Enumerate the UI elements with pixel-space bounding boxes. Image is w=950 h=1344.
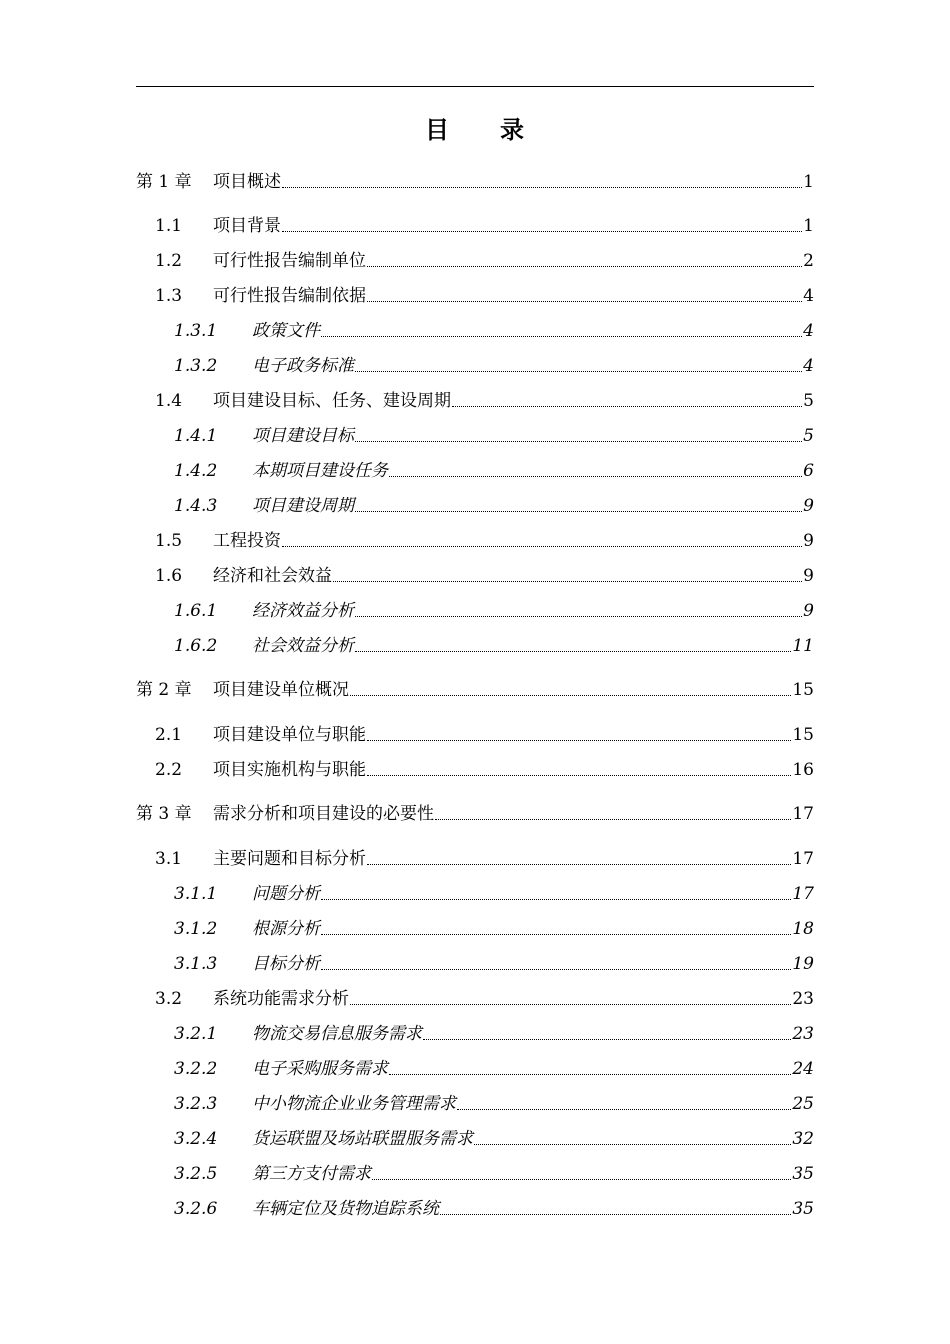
toc-entry-number: 3.1 bbox=[155, 849, 183, 869]
toc-entry-number: 1.5 bbox=[155, 531, 183, 551]
dot-leader bbox=[333, 581, 802, 582]
toc-entry[interactable] bbox=[174, 1019, 814, 1045]
toc-entry[interactable] bbox=[174, 1054, 814, 1080]
toc-entry[interactable] bbox=[155, 720, 814, 746]
dot-leader bbox=[367, 864, 791, 865]
toc-entry-number: 2.2 bbox=[155, 760, 183, 780]
dot-leader bbox=[350, 695, 791, 696]
toc-entry-number: 第 2 章 bbox=[136, 680, 192, 700]
dot-leader bbox=[367, 775, 791, 776]
toc-entry-page: 15 bbox=[792, 725, 814, 745]
dot-leader bbox=[355, 651, 791, 652]
dot-leader bbox=[367, 266, 802, 267]
toc-entry-number: 1.4.1 bbox=[174, 426, 218, 446]
toc-entry-page: 1 bbox=[803, 216, 814, 236]
toc-entry[interactable] bbox=[155, 984, 814, 1010]
toc-entry-number: 1.4.3 bbox=[174, 496, 218, 516]
toc-entry[interactable] bbox=[174, 1159, 814, 1185]
toc-entry-page: 4 bbox=[803, 286, 814, 306]
toc-entry[interactable] bbox=[174, 949, 814, 975]
toc-entry[interactable] bbox=[174, 351, 814, 377]
toc-entry-page: 4 bbox=[803, 321, 814, 341]
toc-entry-number: 1.3.1 bbox=[174, 321, 218, 341]
toc-entry[interactable] bbox=[174, 316, 814, 342]
toc-entry-title: 问题分析 bbox=[252, 884, 320, 904]
toc-entry[interactable] bbox=[155, 281, 814, 307]
toc-entry-title: 可行性报告编制单位 bbox=[213, 251, 366, 271]
toc-entry-number: 3.1.2 bbox=[174, 919, 218, 939]
toc-entry[interactable] bbox=[136, 675, 814, 701]
toc-entry-page: 19 bbox=[792, 954, 814, 974]
toc-entry-title: 主要问题和目标分析 bbox=[213, 849, 366, 869]
dot-leader bbox=[435, 819, 791, 820]
toc-entry-title: 系统功能需求分析 bbox=[213, 989, 349, 1009]
toc-entry-page: 25 bbox=[792, 1094, 814, 1114]
dot-leader bbox=[389, 476, 802, 477]
toc-entry-page: 32 bbox=[792, 1129, 814, 1149]
toc-entry-number: 1.6.1 bbox=[174, 601, 218, 621]
toc-entry-number: 3.2 bbox=[155, 989, 183, 1009]
dot-leader bbox=[321, 934, 791, 935]
toc-entry-page: 6 bbox=[803, 461, 814, 481]
dot-leader bbox=[389, 1074, 791, 1075]
toc-entry-page: 23 bbox=[792, 989, 814, 1009]
toc-entry-page: 24 bbox=[792, 1059, 814, 1079]
toc-entry-number: 3.2.6 bbox=[174, 1199, 218, 1219]
toc-entry[interactable] bbox=[155, 211, 814, 237]
toc-entry-title: 项目建设目标 bbox=[252, 426, 354, 446]
toc-entry-page: 5 bbox=[803, 391, 814, 411]
dot-leader bbox=[367, 301, 802, 302]
toc-entry[interactable] bbox=[174, 456, 814, 482]
toc-entry-title: 可行性报告编制依据 bbox=[213, 286, 366, 306]
toc-entry[interactable] bbox=[174, 1124, 814, 1150]
toc-entry-title: 货运联盟及场站联盟服务需求 bbox=[252, 1129, 473, 1149]
toc-entry-title: 电子采购服务需求 bbox=[252, 1059, 388, 1079]
toc-entry[interactable] bbox=[136, 799, 814, 825]
toc-entry-number: 3.1.3 bbox=[174, 954, 218, 974]
toc-entry-number: 3.2.2 bbox=[174, 1059, 218, 1079]
toc-entry-title: 第三方支付需求 bbox=[252, 1164, 371, 1184]
toc-entry[interactable] bbox=[174, 1089, 814, 1115]
toc-entry-title: 项目建设目标、任务、建设周期 bbox=[213, 391, 451, 411]
toc-entry-number: 1.1 bbox=[155, 216, 183, 236]
toc-entry-number: 3.2.5 bbox=[174, 1164, 218, 1184]
toc-entry-title: 项目建设周期 bbox=[252, 496, 354, 516]
toc-entry-title: 中小物流企业业务管理需求 bbox=[252, 1094, 456, 1114]
toc-entry[interactable] bbox=[174, 596, 814, 622]
toc-entry-title: 项目建设单位与职能 bbox=[213, 725, 366, 745]
toc-entry-page: 18 bbox=[792, 919, 814, 939]
toc-entry-number: 1.3.2 bbox=[174, 356, 218, 376]
toc-entry-number: 2.1 bbox=[155, 725, 183, 745]
toc-entry-title: 需求分析和项目建设的必要性 bbox=[213, 804, 434, 824]
toc-entry-page: 1 bbox=[803, 172, 814, 192]
toc-entry-number: 1.6 bbox=[155, 566, 183, 586]
dot-leader bbox=[440, 1214, 791, 1215]
toc-entry-page: 9 bbox=[803, 531, 814, 551]
toc-entry-title: 工程投资 bbox=[213, 531, 281, 551]
toc-entry-title: 经济效益分析 bbox=[252, 601, 354, 621]
toc-entry-title: 政策文件 bbox=[252, 321, 320, 341]
toc-entry-page: 35 bbox=[792, 1164, 814, 1184]
toc-entry-number: 3.2.4 bbox=[174, 1129, 218, 1149]
toc-entry-page: 2 bbox=[803, 251, 814, 271]
dot-leader bbox=[367, 740, 791, 741]
dot-leader bbox=[423, 1039, 791, 1040]
toc-entry-title: 经济和社会效益 bbox=[213, 566, 332, 586]
toc-entry[interactable] bbox=[155, 526, 814, 552]
toc-entry-number: 1.6.2 bbox=[174, 636, 218, 656]
toc-entry-page: 15 bbox=[792, 680, 814, 700]
toc-entry-page: 35 bbox=[792, 1199, 814, 1219]
toc-entry-number: 3.2.3 bbox=[174, 1094, 218, 1114]
toc-entry-title: 项目概述 bbox=[213, 172, 281, 192]
toc-entry-number: 3.1.1 bbox=[174, 884, 218, 904]
toc-entry[interactable] bbox=[136, 167, 814, 193]
toc-entry-title: 物流交易信息服务需求 bbox=[252, 1024, 422, 1044]
toc-entry[interactable] bbox=[174, 1194, 814, 1220]
dot-leader bbox=[350, 1004, 791, 1005]
toc-entry[interactable] bbox=[174, 491, 814, 517]
toc-entry-page: 17 bbox=[792, 849, 814, 869]
dot-leader bbox=[321, 336, 802, 337]
toc-entry[interactable] bbox=[155, 844, 814, 870]
toc-entry-title: 车辆定位及货物追踪系统 bbox=[252, 1199, 439, 1219]
dot-leader bbox=[372, 1179, 791, 1180]
toc-entry-page: 9 bbox=[803, 496, 814, 516]
toc-entry[interactable] bbox=[155, 386, 814, 412]
dot-leader bbox=[355, 371, 802, 372]
toc-entry-page: 16 bbox=[792, 760, 814, 780]
dot-leader bbox=[355, 441, 802, 442]
toc-entry-page: 11 bbox=[792, 636, 814, 656]
toc-entry-title: 项目实施机构与职能 bbox=[213, 760, 366, 780]
toc-entry-page: 23 bbox=[792, 1024, 814, 1044]
toc-entry[interactable] bbox=[174, 879, 814, 905]
toc-entry[interactable] bbox=[174, 914, 814, 940]
toc-entry-page: 17 bbox=[792, 804, 814, 824]
toc-entry[interactable] bbox=[155, 561, 814, 587]
dot-leader bbox=[355, 511, 802, 512]
toc-entry[interactable] bbox=[174, 631, 814, 657]
toc-entry-title: 电子政务标准 bbox=[252, 356, 354, 376]
toc-entry-number: 第 3 章 bbox=[136, 804, 192, 824]
toc-entry-number: 1.3 bbox=[155, 286, 183, 306]
dot-leader bbox=[474, 1144, 791, 1145]
toc-entry-page: 4 bbox=[803, 356, 814, 376]
toc-entry-title: 目标分析 bbox=[252, 954, 320, 974]
dot-leader bbox=[452, 406, 802, 407]
dot-leader bbox=[282, 231, 802, 232]
toc-entry-number: 1.4.2 bbox=[174, 461, 218, 481]
toc-entry-number: 1.4 bbox=[155, 391, 183, 411]
toc-entry-title: 项目背景 bbox=[213, 216, 281, 236]
dot-leader bbox=[321, 969, 791, 970]
toc-entry[interactable] bbox=[174, 421, 814, 447]
toc-entry[interactable] bbox=[155, 755, 814, 781]
toc-title: 目 录 bbox=[425, 116, 525, 144]
toc-entry-number: 第 1 章 bbox=[136, 172, 192, 192]
dot-leader bbox=[282, 187, 802, 188]
toc-entry-page: 9 bbox=[803, 566, 814, 586]
toc-entry-number: 3.2.1 bbox=[174, 1024, 218, 1044]
toc-entry-title: 项目建设单位概况 bbox=[213, 680, 349, 700]
toc-entry-number: 1.2 bbox=[155, 251, 183, 271]
dot-leader bbox=[282, 546, 802, 547]
dot-leader bbox=[355, 616, 802, 617]
dot-leader bbox=[321, 899, 791, 900]
toc-entry-page: 17 bbox=[792, 884, 814, 904]
toc-entry-title: 根源分析 bbox=[252, 919, 320, 939]
toc-entry[interactable] bbox=[155, 246, 814, 272]
toc-entry-page: 5 bbox=[803, 426, 814, 446]
toc-entry-page: 9 bbox=[803, 601, 814, 621]
toc-entry-title: 社会效益分析 bbox=[252, 636, 354, 656]
dot-leader bbox=[457, 1109, 791, 1110]
toc-entry-title: 本期项目建设任务 bbox=[252, 461, 388, 481]
